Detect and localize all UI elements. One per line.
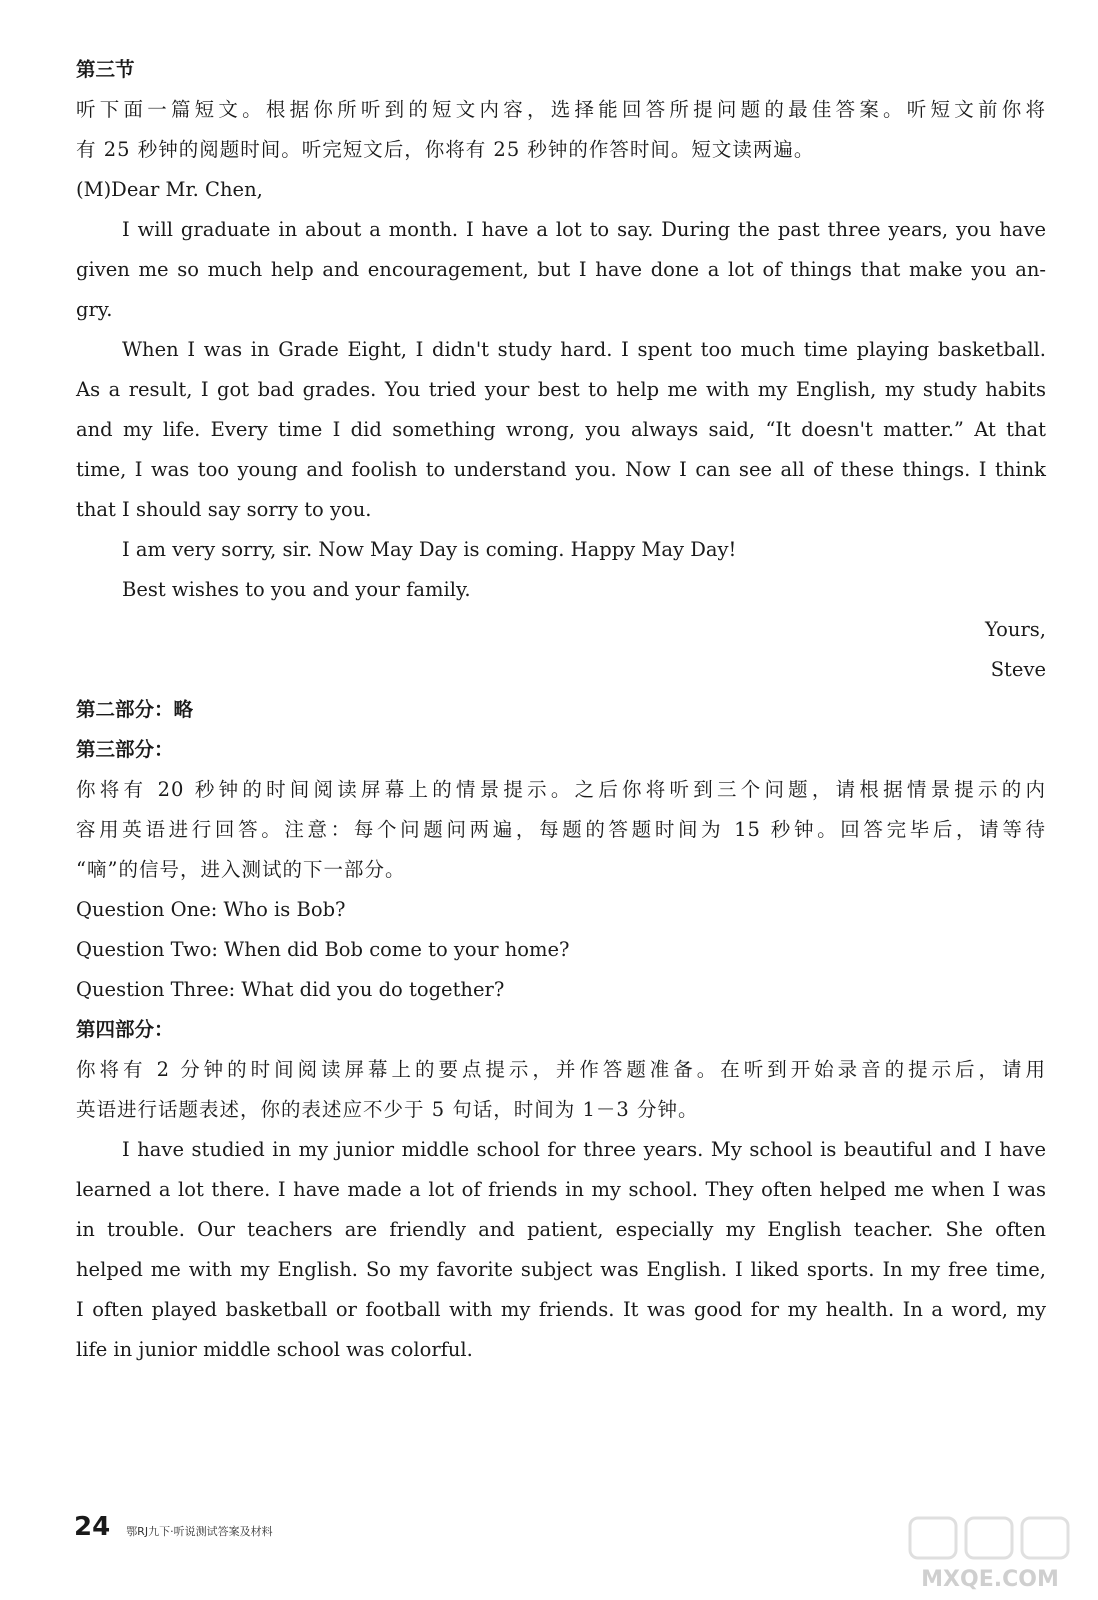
essay-line: I often played basketball or football with my friends. It was good for my health. In a word, my [76, 1298, 1046, 1321]
letter-closing: Yours, [984, 618, 1046, 641]
letter-line: gry. [76, 298, 113, 321]
essay-line: life in junior middle school was colorful. [76, 1338, 473, 1361]
letter-line: When I was in Grade Eight, I didn't study hard. I spent too much time playing basketball. [122, 338, 1046, 361]
question-line: Question One: Who is Bob? [76, 898, 346, 921]
page-number: 24 [74, 1512, 111, 1542]
document-body [76, 50, 1046, 1370]
instruction-line: 容用英语进行回答。注意：每个问题问两遍，每题的答题时间为 15 秒钟。回答完毕后，请等待 [76, 818, 1046, 841]
essay-line: learned a lot there. I have made a lot of friends in my school. They often helped me when I was [76, 1178, 1046, 1201]
section-heading: 第三节 [76, 58, 135, 81]
letter-line: As a result, I got bad grades. You tried your best to help me with my English, my study habits [76, 378, 1046, 401]
letter-line: I will graduate in about a month. I have a lot to say. During the past three years, you have [122, 218, 1046, 241]
essay-line: I have studied in my junior middle school for three years. My school is beautiful and I have [122, 1138, 1046, 1161]
letter-line: I am very sorry, sir. Now May Day is coming. Happy May Day! [122, 538, 737, 561]
part4-heading: 第四部分： [76, 1018, 174, 1041]
letter-line: Best wishes to you and your family. [122, 578, 471, 601]
page-footer [74, 1512, 273, 1542]
instruction-line: 英语进行话题表述，你的表述应不少于 5 句话，时间为 1－3 分钟。 [76, 1098, 699, 1121]
question-line: Question Three: What did you do together? [76, 978, 505, 1001]
instruction-line: 你将有 2 分钟的时间阅读屏幕上的要点提示，并作答题准备。在听到开始录音的提示后，请用 [76, 1058, 1046, 1081]
part3-heading: 第三部分： [76, 738, 174, 761]
watermark-logo [890, 1514, 1090, 1594]
essay-line: helped me with my English. So my favorite subject was English. I liked sports. In my free time, [76, 1258, 1046, 1281]
letter-salutation: (M)Dear Mr. Chen, [76, 178, 263, 201]
instruction-line: 有 25 秒钟的阅题时间。听完短文后，你将有 25 秒钟的作答时间。短文读两遍。 [76, 138, 815, 161]
letter-line: that I should say sorry to you. [76, 498, 372, 521]
instruction-line: 听下面一篇短文。根据你所听到的短文内容，选择能回答所提问题的最佳答案。听短文前你将 [76, 98, 1046, 121]
letter-line: time, I was too young and foolish to understand you. Now I can see all of these things. I think [76, 458, 1046, 481]
letter-signature: Steve [990, 658, 1046, 681]
instruction-line: 你将有 20 秒钟的时间阅读屏幕上的情景提示。之后你将听到三个问题，请根据情景提示的内 [76, 778, 1046, 801]
essay-line: in trouble. Our teachers are friendly and patient, especially my English teacher. She often [76, 1218, 1046, 1241]
watermark-text: MXQE.COM [921, 1567, 1059, 1592]
part2-heading: 第二部分：略 [76, 698, 194, 721]
letter-line: given me so much help and encouragement, but I have done a lot of things that make you an- [76, 258, 1046, 281]
footer-label: 鄂RJ九下·听说测试答案及材料 [126, 1525, 273, 1538]
instruction-line: “嘀”的信号，进入测试的下一部分。 [76, 858, 406, 881]
question-line: Question Two: When did Bob come to your home? [76, 938, 570, 961]
letter-line: and my life. Every time I did something wrong, you always said, “It doesn't matter.” At that [76, 418, 1046, 441]
